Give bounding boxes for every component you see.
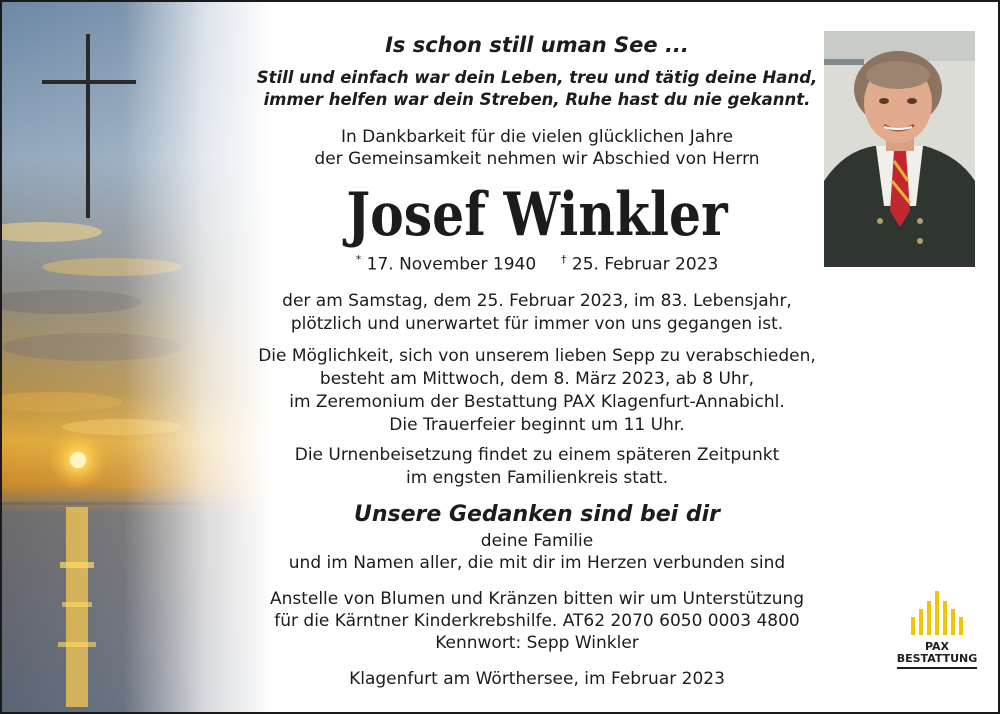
logo-ray [959, 617, 963, 635]
verse-line-2: immer helfen war dein Streben, Ruhe hast du nie gekannt. [263, 90, 811, 109]
farewell-line-3: im Zeremonium der Bestattung PAX Klagenfurt-Annabichl. [289, 392, 785, 412]
cross-icon [42, 34, 136, 218]
pax-logo-icon [907, 587, 967, 637]
obituary-text [232, 2, 842, 712]
intro-line-2: der Gemeinsamkeit nehmen wir Abschied von Herrn [314, 149, 760, 169]
family-line-1: deine Familie [480, 531, 594, 551]
logo-ray [943, 601, 947, 635]
portrait-photo [824, 31, 975, 267]
urn-line-2: im engsten Familienkreis statt. [405, 468, 669, 488]
donation-line-3: Kennwort: Sepp Winkler [435, 633, 639, 653]
deceased-name: Josef Winkler [346, 180, 728, 250]
donation-line-2: für die Kärntner Kinderkrebshilfe. AT62 2070 6050 0003 4800 [274, 611, 800, 631]
thoughts-heading: Unsere Gedanken sind bei dir [353, 502, 720, 527]
urn-line-1: Die Urnenbeisetzung findet zu einem späteren Zeitpunkt [294, 445, 780, 465]
donation-line-1: Anstelle von Blumen und Kränzen bitten wir um Unterstützung [269, 589, 805, 609]
verse-line-1: Still und einfach war dein Leben, treu und tätig deine Hand, [256, 68, 818, 87]
logo-line-2: BESTATTUNG [896, 652, 978, 665]
farewell-line-2: besteht am Mittwoch, dem 8. März 2023, ab 8 Uhr, [319, 369, 755, 389]
birth-date: 17. November 1940 [366, 254, 537, 275]
logo-ray [951, 609, 955, 635]
logo-ray [935, 591, 939, 635]
life-dates [232, 253, 842, 275]
death-symbol: † [560, 253, 567, 266]
farewell-line-1: Die Möglichkeit, sich von unserem lieben Sepp zu verabschieden, [258, 346, 816, 366]
intro-line-1: In Dankbarkeit für die vielen glücklichen Jahre [340, 127, 734, 147]
family-line-2: und im Namen aller, die mit dir im Herzen verbunden sind [288, 553, 786, 573]
death-date: 25. Februar 2023 [571, 254, 719, 275]
birth-symbol: * [355, 253, 362, 266]
logo-ray [911, 617, 915, 635]
farewell-line-4: Die Trauerfeier beginnt um 11 Uhr. [389, 415, 685, 435]
logo-ray [927, 601, 931, 635]
pax-bestattung-logo [892, 587, 982, 682]
passing-line-2: plötzlich und unerwartet für immer von uns gegangen ist. [290, 314, 784, 334]
passing-line-1: der am Samstag, dem 25. Februar 2023, im 83. Lebensjahr, [282, 291, 792, 311]
heading: Is schon still uman See ... [385, 33, 689, 57]
place-date: Klagenfurt am Wörthersee, im Februar 2023 [349, 669, 725, 689]
logo-line-1: PAX [924, 640, 950, 653]
logo-underline [897, 667, 977, 669]
logo-ray [919, 609, 923, 635]
